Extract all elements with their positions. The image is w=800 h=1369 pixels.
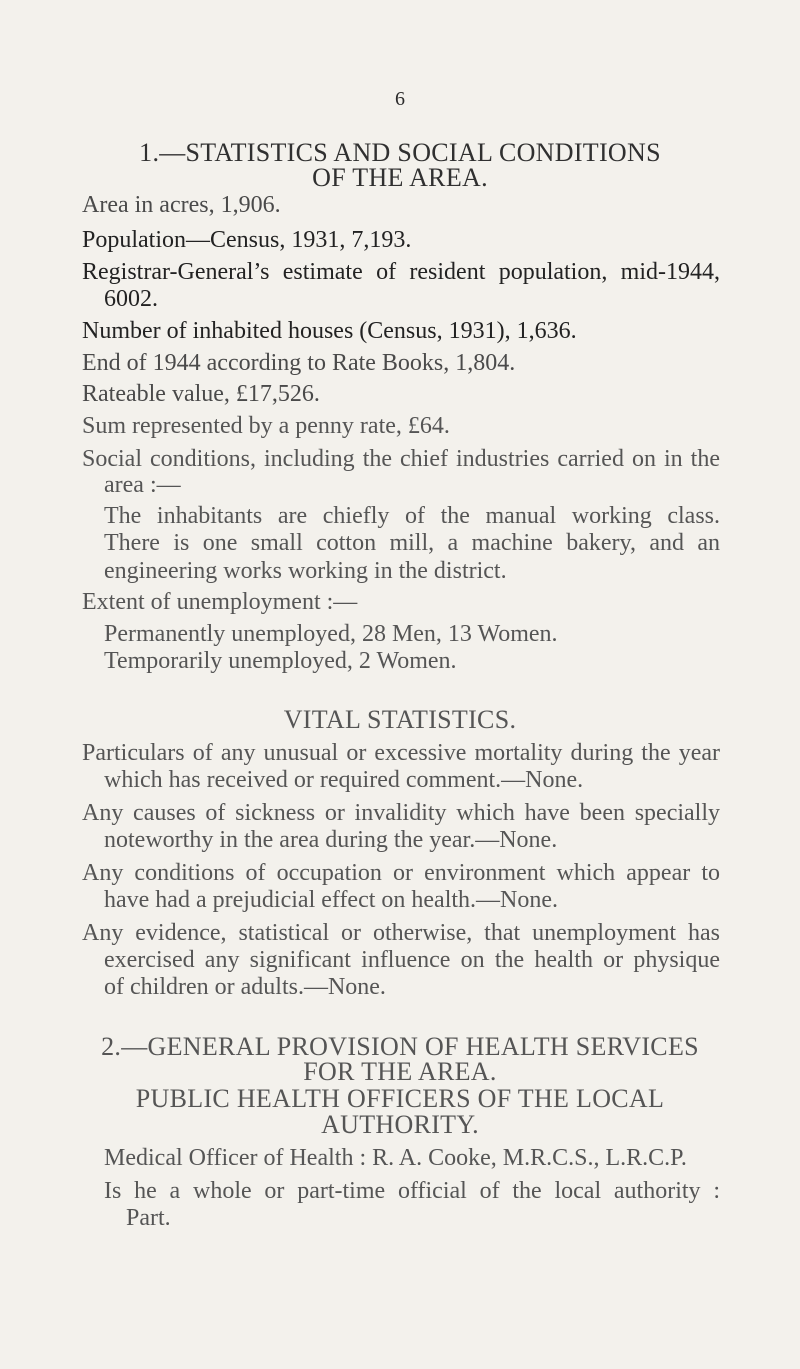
mortality-line2: which has received or required comment.—None. bbox=[104, 767, 584, 793]
penny-rate: Sum represented by a penny rate, £64. bbox=[82, 413, 450, 439]
section1-title-line1: 1.—STATISTICS AND SOCIAL CONDITIONS bbox=[139, 138, 661, 167]
occupation-line2: have had a prejudicial effect on health.—None. bbox=[104, 887, 559, 913]
unemployment-temporary: Temporarily unemployed, 2 Women. bbox=[104, 648, 457, 674]
page-number: 6 bbox=[395, 88, 405, 110]
section2-title-line4: AUTHORITY. bbox=[321, 1110, 479, 1139]
unemployment-evidence-line1: Any evidence, statistical or otherwise, that unemployment has bbox=[82, 920, 720, 946]
inhabited-houses: Number of inhabited houses (Census, 1931), 1,636. bbox=[82, 318, 577, 344]
social-body-line1: The inhabitants are chiefly of the manual working class. bbox=[104, 503, 720, 529]
occupation-line1: Any conditions of occupation or environment which appear to bbox=[82, 860, 720, 886]
section2-title-line1: 2.—GENERAL PROVISION OF HEALTH SERVICES bbox=[101, 1032, 699, 1061]
section2-title-line2: FOR THE AREA. bbox=[303, 1057, 497, 1086]
social-conditions-line1: Social conditions, including the chief industries carried on in the bbox=[82, 446, 720, 472]
unemployment-evidence-line2: exercised any significant influence on the health or physique bbox=[104, 947, 720, 973]
unemployment-evidence-line3: of children or adults.—None. bbox=[104, 974, 386, 1000]
mortality-line1: Particulars of any unusual or excessive mortality during the year bbox=[82, 740, 720, 766]
rateable-value: Rateable value, £17,526. bbox=[82, 381, 320, 407]
registrar-estimate-line2: 6002. bbox=[104, 286, 158, 312]
unemployment-heading: Extent of unemployment :— bbox=[82, 589, 358, 615]
sickness-line1: Any causes of sickness or invalidity which have been specially bbox=[82, 800, 720, 826]
official-status-line1: Is he a whole or part-time official of the local authority : bbox=[104, 1178, 720, 1204]
medical-officer: Medical Officer of Health : R. A. Cooke, M.R.C.S., L.R.C.P. bbox=[104, 1145, 687, 1171]
sickness-line2: noteworthy in the area during the year.—None. bbox=[104, 827, 558, 853]
vital-statistics-title: VITAL STATISTICS. bbox=[283, 705, 517, 734]
social-conditions-line2: area :— bbox=[104, 472, 181, 498]
rate-books-1944: End of 1944 according to Rate Books, 1,804. bbox=[82, 350, 516, 376]
social-body-line2: There is one small cotton mill, a machine bakery, and an bbox=[104, 530, 720, 556]
official-status-line2: Part. bbox=[126, 1205, 171, 1231]
population-census: Population—Census, 1931, 7,193. bbox=[82, 227, 412, 253]
unemployment-permanent: Permanently unemployed, 28 Men, 13 Women. bbox=[104, 621, 558, 647]
social-body-line3: engineering works working in the district. bbox=[104, 558, 507, 584]
section2-title-line3: PUBLIC HEALTH OFFICERS OF THE LOCAL bbox=[135, 1084, 665, 1113]
area-acres: Area in acres, 1,906. bbox=[82, 192, 281, 218]
section1-title-line2: OF THE AREA. bbox=[312, 163, 488, 192]
registrar-estimate-line1: Registrar-General’s estimate of resident population, mid-1944, bbox=[82, 259, 720, 285]
